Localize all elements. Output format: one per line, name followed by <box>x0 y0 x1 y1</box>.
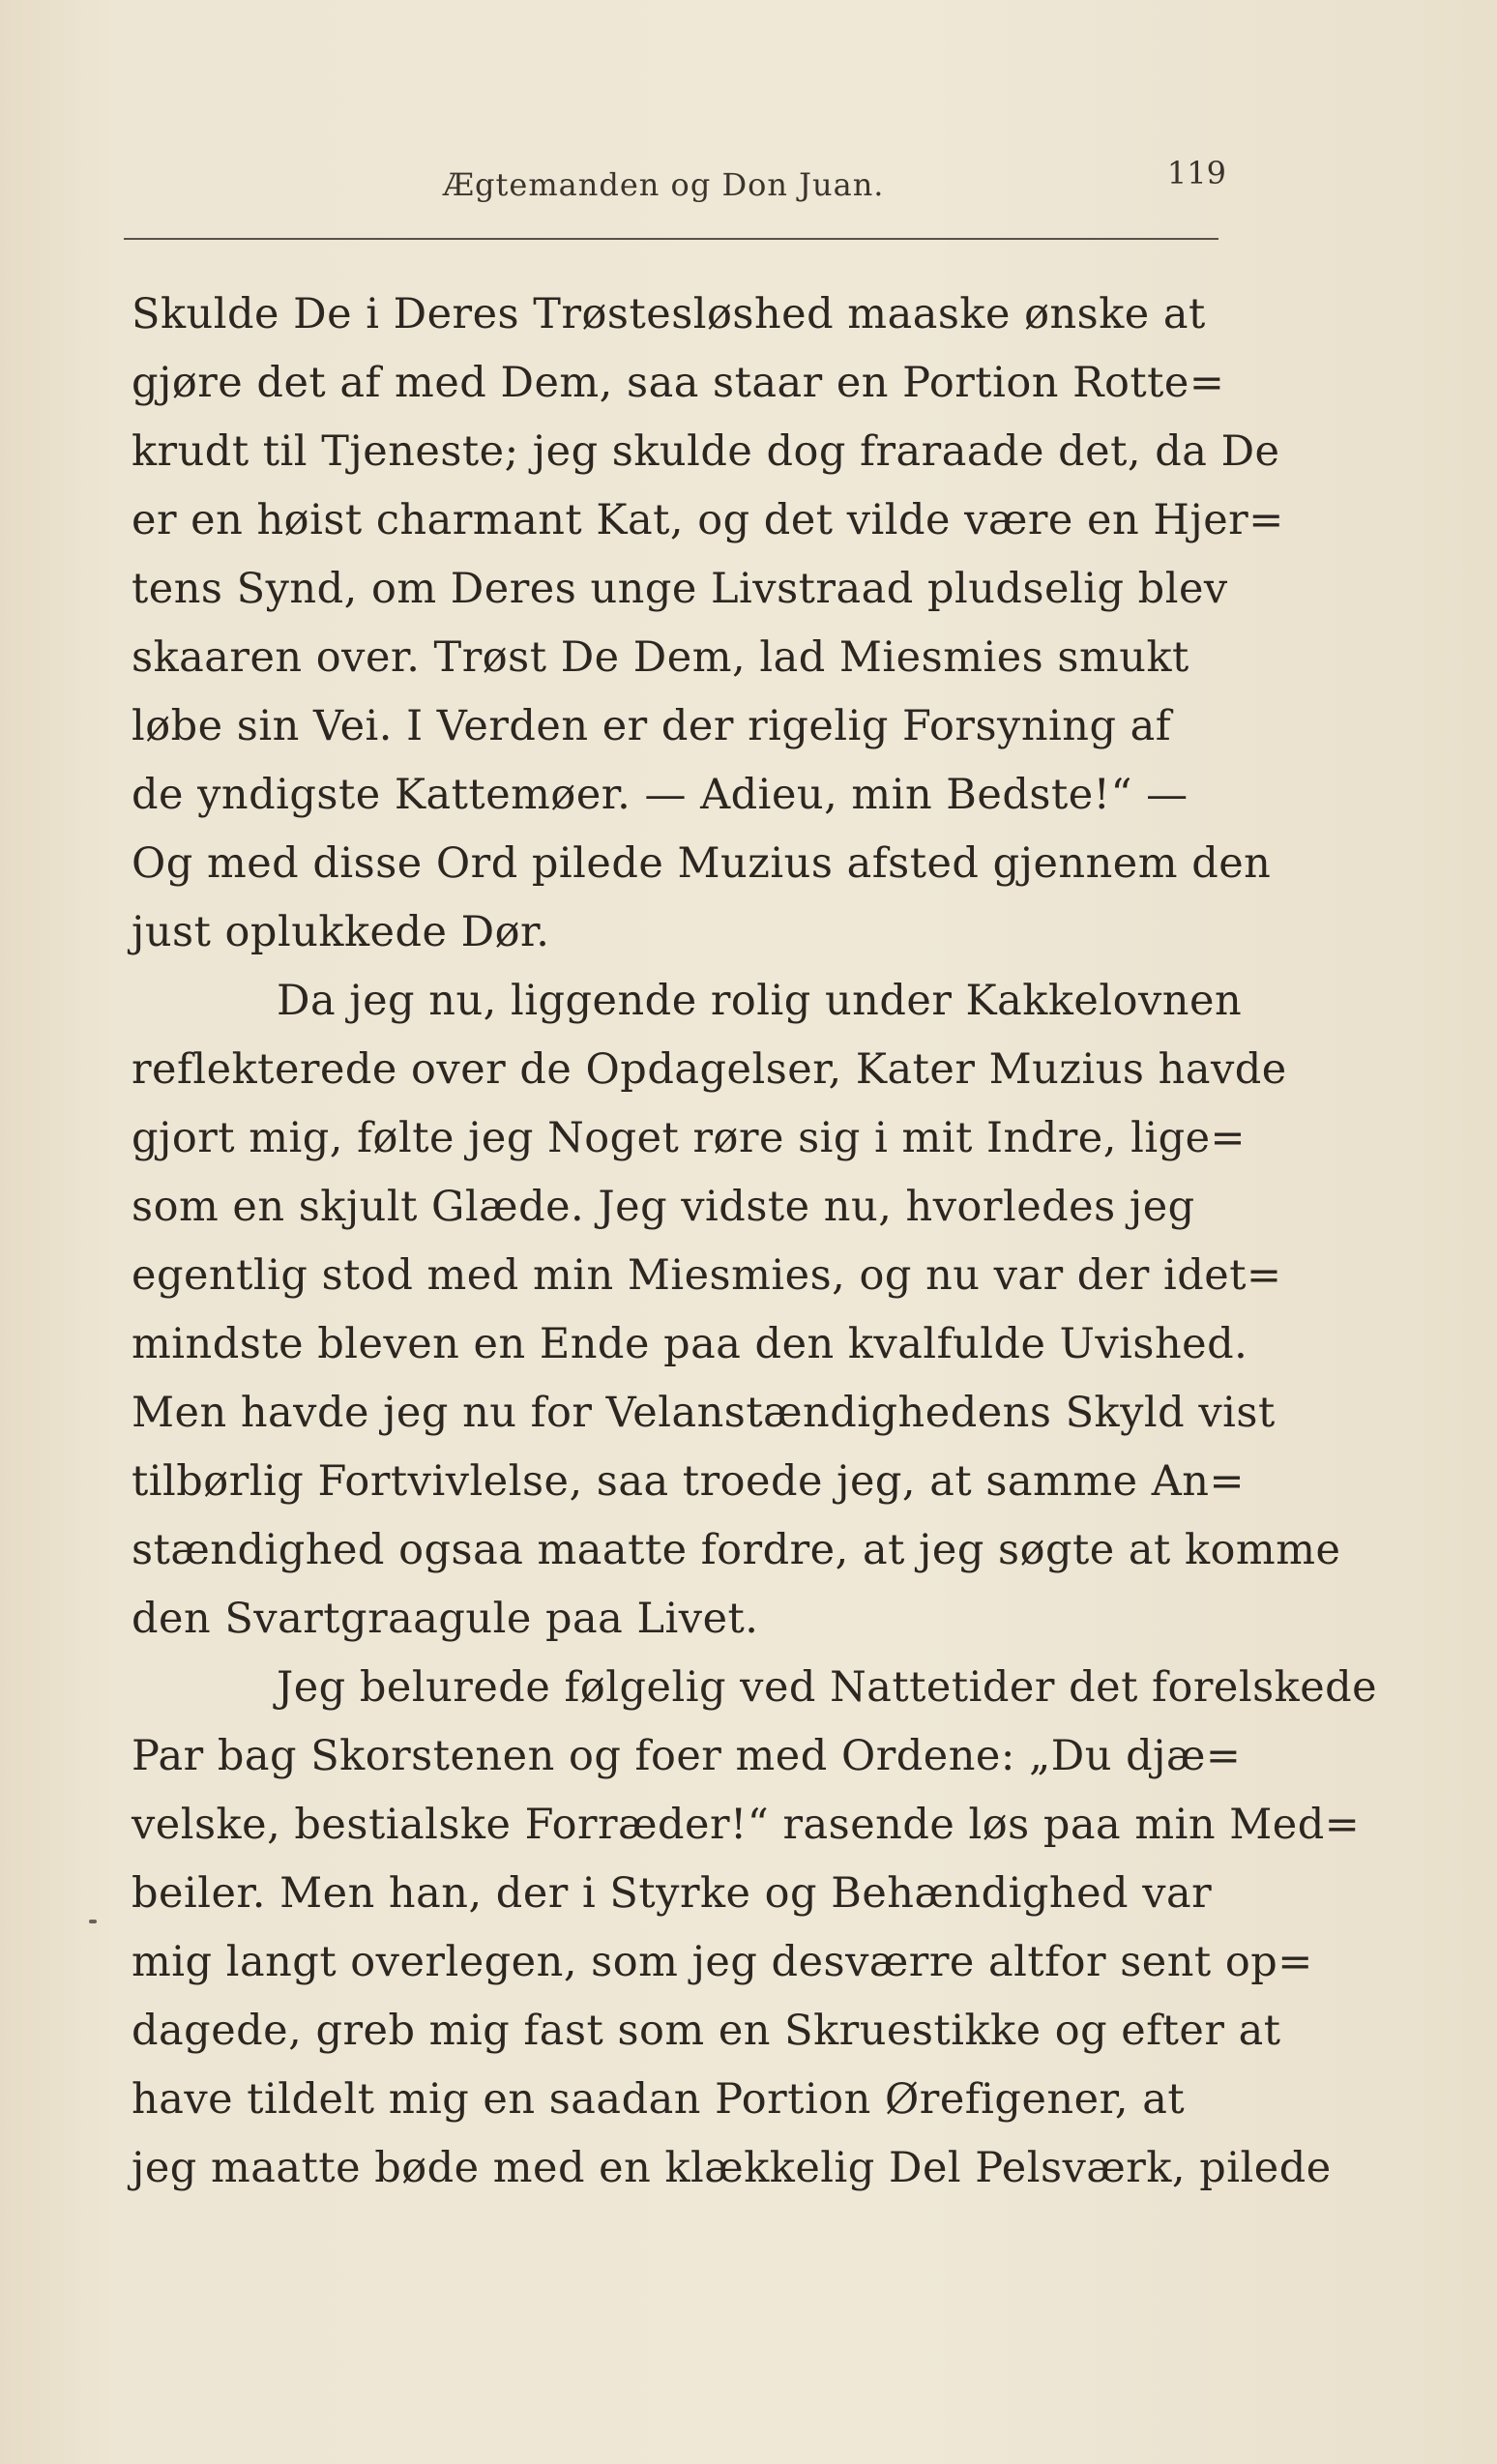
text-line: Par bag Skorstenen og foer med Ordene: „Du djæ= <box>132 1732 1242 1780</box>
text-line: skaaren over. Trøst De Dem, lad Miesmies smukt <box>132 633 1189 682</box>
text-line: velske, bestialske Forræder!“ rasende løs paa min Med= <box>132 1801 1361 1849</box>
text-line: egentlig stod med min Miesmies, og nu var der idet= <box>132 1251 1282 1300</box>
text-line: de yndigste Kattemøer. — Adieu, min Bedste!“ — <box>132 771 1189 819</box>
text-line: gjøre det af med Dem, saa staar en Portion Rotte= <box>132 359 1225 407</box>
text-line: krudt til Tjeneste; jeg skulde dog fraraade det, da De <box>132 427 1280 476</box>
text-line: beiler. Men han, der i Styrke og Behændighed var <box>132 1869 1213 1918</box>
text-line: tens Synd, om Deres unge Livstraad pludselig blev <box>132 565 1228 613</box>
text-line: mindste bleven en Ende paa den kvalfulde Uvished. <box>132 1320 1248 1368</box>
text-line: reflekterede over de Opdagelser, Kater Muzius havde <box>132 1045 1287 1094</box>
running-head <box>124 155 1226 213</box>
text-line: Men havde jeg nu for Velanstændighedens Skyld vist <box>132 1389 1276 1437</box>
text-line: mig langt overlegen, som jeg desværre altfor sent op= <box>132 1938 1313 1986</box>
text-line: dagede, greb mig fast som en Skruestikke og efter at <box>132 2007 1281 2055</box>
text-line: have tildelt mig en saadan Portion Ørefigener, at <box>132 2075 1186 2124</box>
text-line: stændighed ogsaa maatte fordre, at jeg søgte at komme <box>132 1526 1341 1574</box>
text-line: den Svartgraagule paa Livet. <box>132 1595 759 1643</box>
running-head-title: Ægtemanden og Don Juan. <box>443 166 885 203</box>
body-text <box>132 280 1378 2203</box>
paragraph-start-line: Jeg belurede følgelig ved Nattetider det forelskede <box>277 1663 1378 1712</box>
text-line: er en høist charmant Kat, og det vilde være en Hjer= <box>132 496 1284 544</box>
text-line: løbe sin Vei. I Verden er der rigelig Forsyning af <box>132 702 1172 750</box>
margin-speck <box>89 1920 97 1923</box>
header-rule <box>124 238 1218 240</box>
paragraph-start-line: Da jeg nu, liggende rolig under Kakkelovnen <box>277 977 1243 1025</box>
text-line: jeg maatte bøde med en klækkelig Del Pelsværk, pilede <box>132 2144 1332 2192</box>
text-line: Skulde De i Deres Trøstesløshed maaske ønske at <box>132 290 1206 338</box>
text-line: tilbørlig Fortvivlelse, saa troede jeg, at samme An= <box>132 1457 1245 1506</box>
text-line: som en skjult Glæde. Jeg vidste nu, hvorledes jeg <box>132 1183 1195 1231</box>
text-line: gjort mig, følte jeg Noget røre sig i mit Indre, lige= <box>132 1114 1247 1162</box>
page-number: 119 <box>1166 155 1226 191</box>
text-line: Og med disse Ord pilede Muzius afsted gjennem den <box>132 839 1272 888</box>
text-line: just oplukkede Dør. <box>132 908 550 956</box>
